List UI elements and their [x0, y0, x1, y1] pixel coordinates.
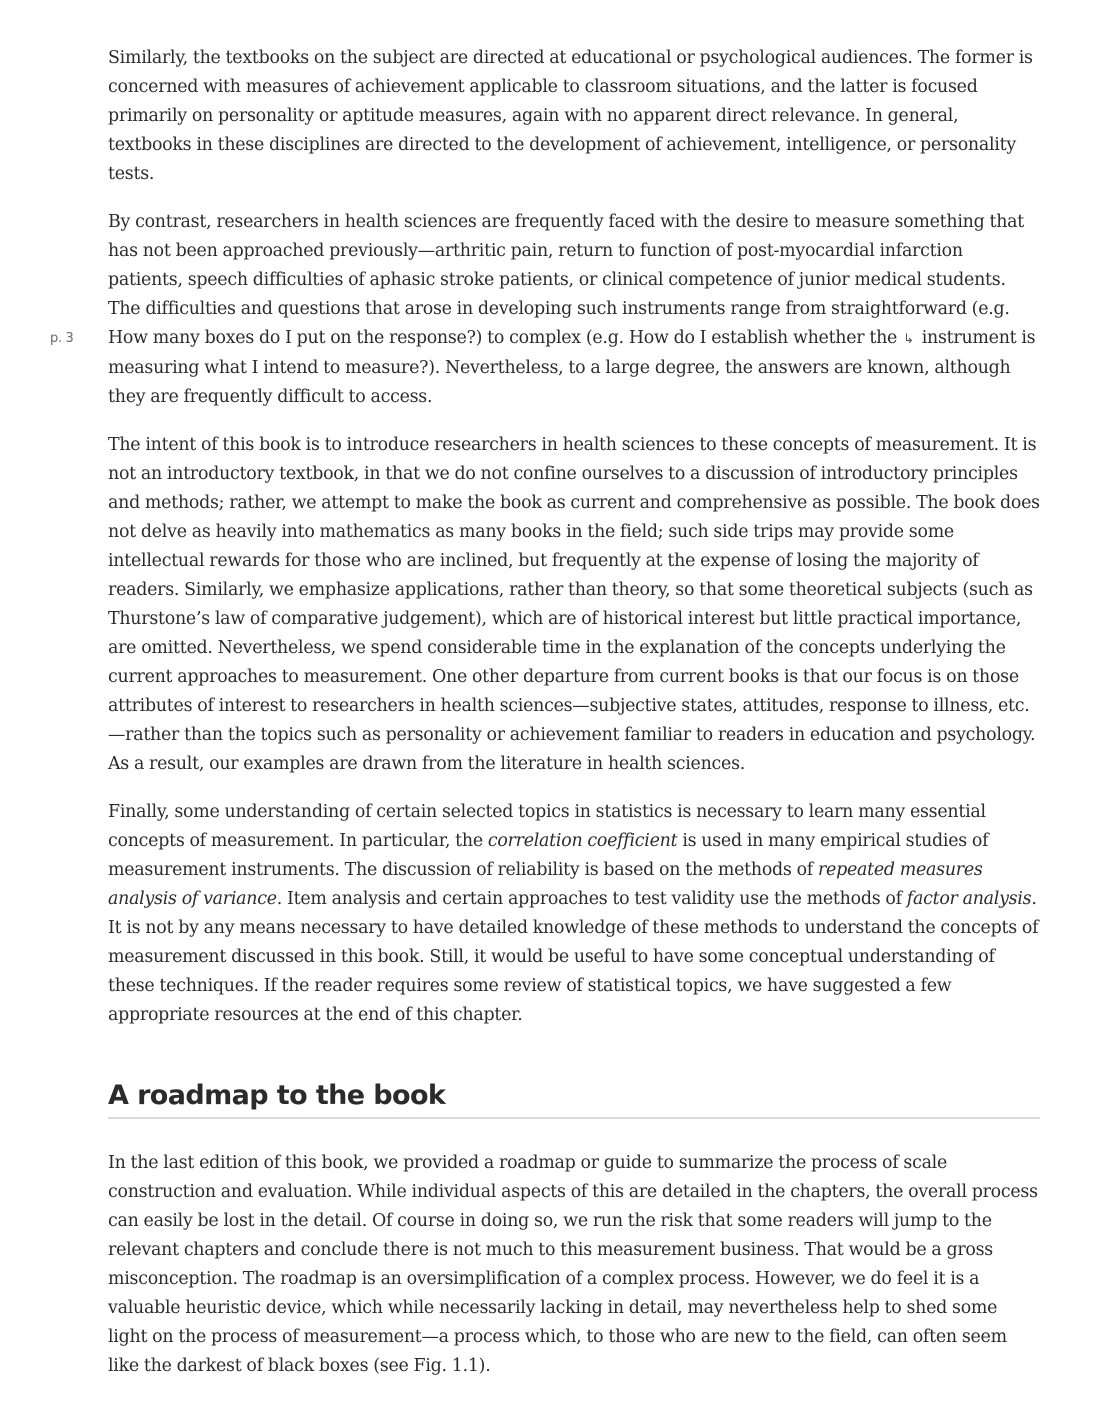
emphasis-factor-analysis: factor analysis	[906, 889, 1032, 909]
text-run: . Item analysis and certain approaches to test validity use the methods of	[276, 889, 907, 909]
text-run: Finally, some understanding of certain selected topics in statistics is necessary to learn many essential concepts of measurement. In particular, the	[108, 802, 986, 851]
emphasis-correlation: correlation coefficient	[487, 831, 678, 851]
document-body	[50, 44, 1040, 1400]
paragraph-statistics	[108, 798, 1040, 1030]
paragraph-textbooks: Similarly, the textbooks on the subject are directed at educational or psychological audiences. The former is concerned with measures of achievement applicable to classroom situations, and the latter is focused primarily on personality or aptitude measures, again with no apparent direct relevance. In general, textbooks in these disciplines are directed to the development of achievement, intelligence, or personality tests.	[108, 48, 1033, 184]
text-run: is used in many empirical studies of measurement instruments. The discussion of reliability is based on the methods of	[108, 831, 989, 880]
paragraph-text-part2: instrument is measuring what I intend to measure?). Nevertheless, to a large degree, the answers are known, although they are frequently difficult to access.	[108, 328, 1036, 407]
paragraph-text-part1: By contrast, researchers in health sciences are frequently faced with the desire to measure something that has not been approached previously—arthritic pain, return to function of post-myocardial infarction patients, speech difficulties of aphasic stroke patients, or clinical competence of junior medical students. The difficulties and questions that arose in developing such instruments range from straightforward (e.g. How many boxes do I put on the response?) to complex (e.g. How do I establish whether the	[108, 212, 1025, 348]
text-run: . It is not by any means necessary to have detailed knowledge of these methods to understand the concepts of measurement discussed in this book. Still, it would be useful to have some conceptual understanding of these techniques. If the reader requires some review of statistical topics, we have suggested a few appropriate resources at the end of this chapter.	[108, 889, 1039, 1025]
paragraph-roadmap: In the last edition of this book, we provided a roadmap or guide to summarize the process of scale construction and evaluation. While individual aspects of this are detailed in the chapters, the overall process can easily be lost in the detail. Of course in doing so, we run the risk that some readers will jump to the relevant chapters and conclude there is not much to this measurement business. That would be a gross misconception. The roadmap is an oversimplification of a complex process. However, we do feel it is a valuable heuristic device, which while necessarily lacking in detail, may nevertheless help to shed some light on the process of measurement—a process which, to those who are new to the field, can often seem like the darkest of black boxes (see Fig. 1.1).	[108, 1153, 1038, 1376]
section-heading: A roadmap to the book	[108, 1080, 1040, 1119]
section-body	[108, 1149, 1040, 1381]
paragraph-intent: The intent of this book is to introduce researchers in health sciences to these concepts of measurement. It is not an introductory textbook, in that we do not confine ourselves to a discussion of introductory principles and methods; rather, we attempt to make the book as current and comprehensive as possible. The book does not delve as heavily into mathematics as many books in the field; such side trips may provide some intellectual rewards for those who are inclined, but frequently at the expense of losing the majority of readers. Similarly, we emphasize applications, rather than theory, so that some theoretical subjects (such as Thurstone’s law of comparative judgement), which are of historical interest but little practical importance, are omitted. Nevertheless, we spend considerable time in the explanation of the concepts underlying the current approaches to measurement. One other departure from current books is that our focus is on those attributes of interest to researchers in health sciences—subjective states, attitudes, response to illness, etc.—rather than the topics such as personality or achievement familiar to readers in education and psychology. As a result, our examples are drawn from the literature in health sciences.	[108, 435, 1040, 774]
page-break-arrow-icon: ↳	[903, 332, 914, 347]
emphasis-anova: repeated measures analysis of variance	[108, 860, 983, 909]
page-number-marker: p. 3	[50, 331, 74, 346]
paragraph-health-sciences	[50, 208, 1040, 412]
